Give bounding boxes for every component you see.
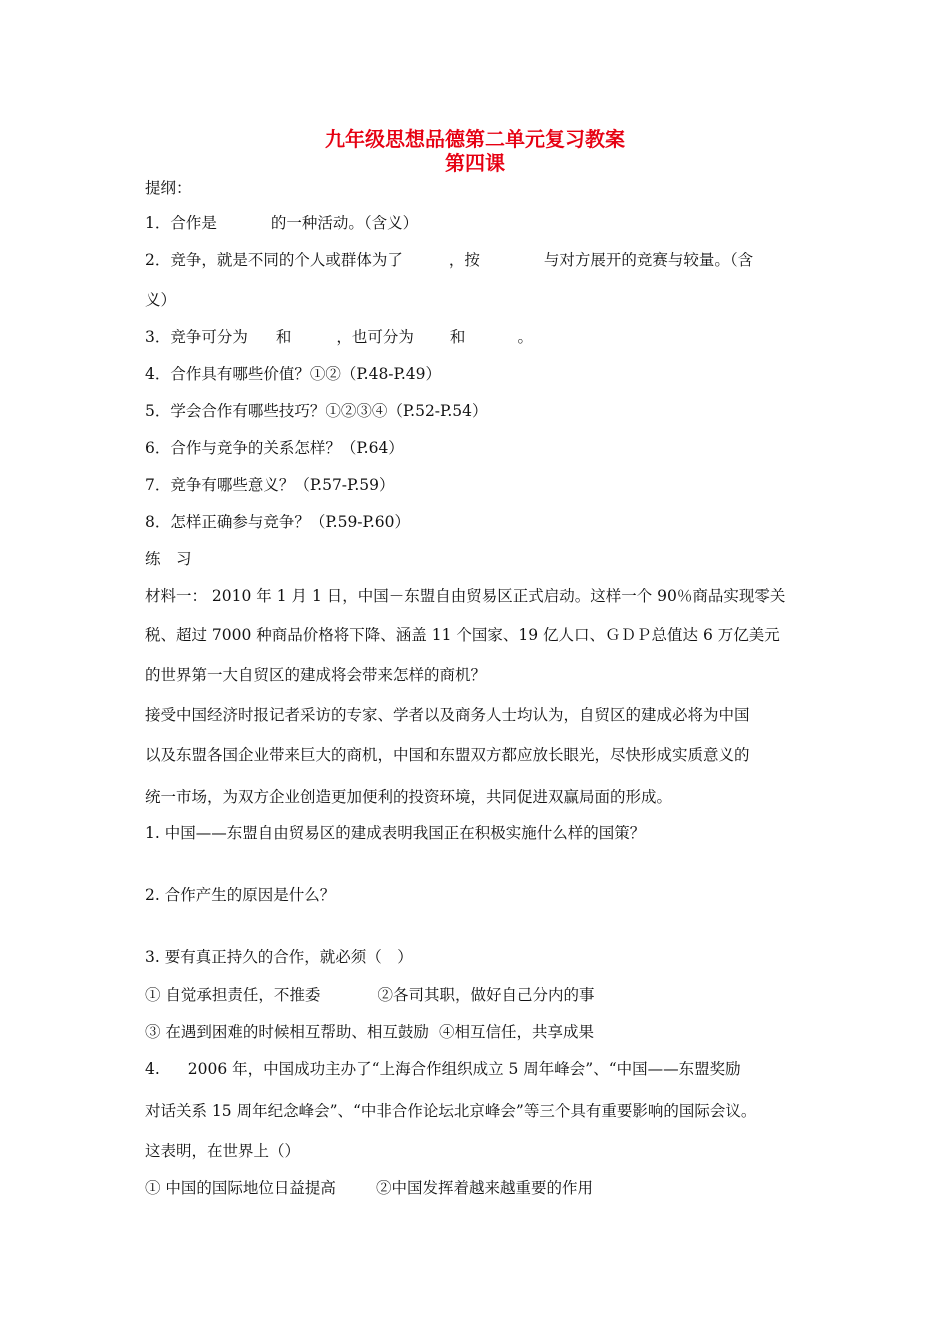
question-1: 1. 中国——东盟自由贸易区的建成表明我国正在积极实施什么样的国策？ [145,824,646,842]
option-3: ③ 在遇到困难的时候相互帮助、相互鼓励 [145,1023,429,1041]
question-3-options-row-1 [145,985,594,1005]
outline-item-8: 8．怎样正确参与竞争？（P.59-P.60） [145,513,410,531]
question-3: 3. 要有真正持久的合作，就必须（ ） [145,948,413,966]
page-title: 九年级思想品德第二单元复习教案 [325,127,625,151]
option-2: ②各司其职，做好自己分内的事 [377,986,595,1004]
page-subtitle: 第四课 [445,151,505,175]
question-2: 2. 合作产生的原因是什么？ [145,886,336,904]
material-line-6: 统一市场，为双方企业创造更加便利的投资环境，共同促进双赢局面的形成。 [145,788,673,806]
outline-item-7: 7．竞争有哪些意义？（P.57-P.59） [145,476,395,494]
option-2: ②中国发挥着越来越重要的作用 [375,1179,593,1197]
outline-item-4: 4．合作具有哪些价值？①②（P.48-P.49） [145,365,441,383]
outline-heading: 提纲： [145,179,192,197]
option-4: ④相互信任，共享成果 [438,1023,594,1041]
question-4-line-2: 对话关系 15 周年纪念峰会”、“中非合作论坛北京峰会”等三个具有重要影响的国际会议。 [145,1102,757,1120]
material-line-2: 税、超过 7000 种商品价格将下降、涵盖 11 个国家、19 亿人口、ＧＤＰ总值达 6 万亿美元 [145,626,780,644]
material-line-5: 以及东盟各国企业带来巨大的商机，中国和东盟双方都应放长眼光，尽快形成实质意义的 [145,746,750,764]
outline-item-6: 6．合作与竞争的关系怎样？（P.64） [145,439,404,457]
practice-heading: 练 习 [145,550,192,568]
outline-item-3: 3．竞争可分为 和 ，也可分为 和 。 [145,328,533,346]
outline-item-2-cont: 义） [145,291,177,309]
question-4-options-row-1 [145,1178,593,1198]
question-3-options-row-2 [145,1022,594,1042]
option-1: ① 中国的国际地位日益提高 [145,1179,336,1197]
material-line-3: 的世界第一大自贸区的建成将会带来怎样的商机？ [145,666,487,684]
outline-item-5: 5．学会合作有哪些技巧？①②③④（P.52-P.54） [145,402,488,420]
option-1: ① 自觉承担责任，不推委 [145,986,321,1004]
outline-item-1: 1．合作是 的一种活动。（含义） [145,214,419,232]
material-line-4: 接受中国经济时报记者采访的专家、学者以及商务人士均认为，自贸区的建成必将为中国 [145,706,750,724]
outline-item-2: 2．竞争，就是不同的个人或群体为了 ，按 与对方展开的竞赛与较量。（含 [145,251,754,269]
material-line-1: 材料一： 2010 年 1 月 1 日，中国－东盟自由贸易区正式启动。这样一个 90％商品实现零关 [145,587,786,605]
question-4-line-3: 这表明，在世界上（） [145,1142,301,1160]
question-4-line-1: 4. 2006 年，中国成功主办了“上海合作组织成立 5 周年峰会”、“中国——东盟奖励 [145,1060,741,1078]
